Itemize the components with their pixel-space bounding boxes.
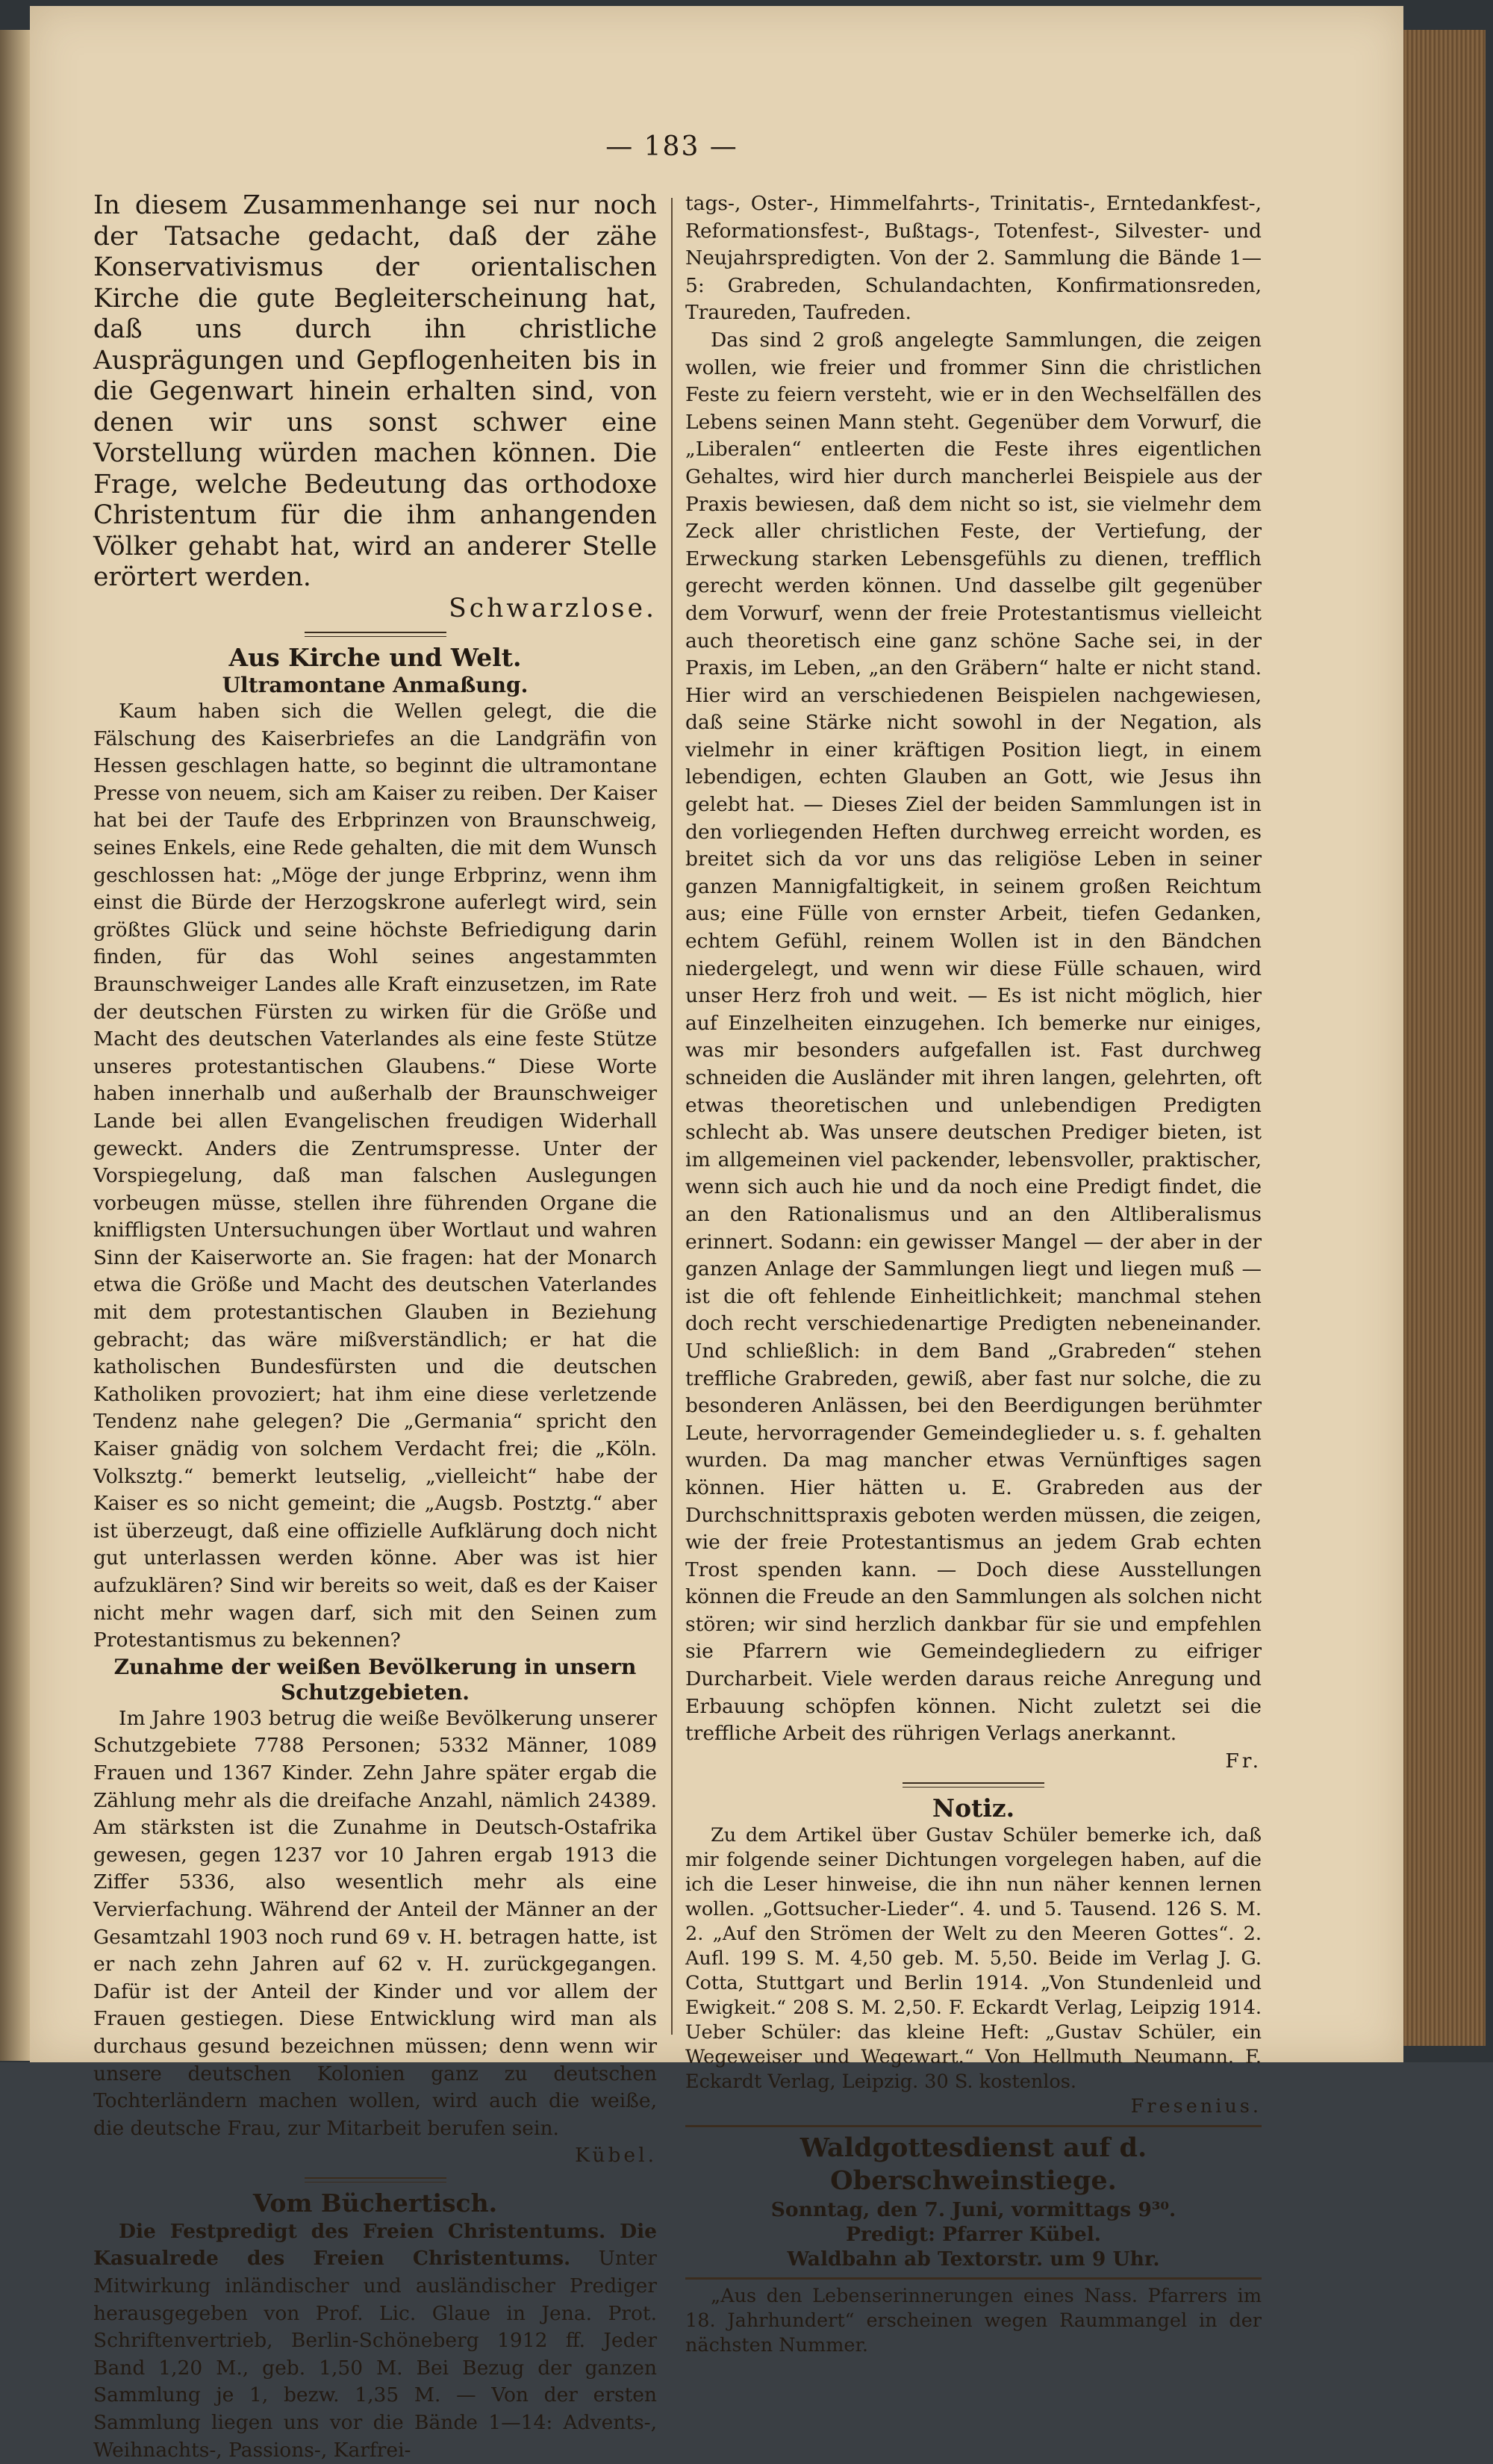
section-title-buechertisch: Vom Büchertisch.	[252, 2188, 498, 2218]
section-title-kirche-welt: Aus Kirche und Welt.	[228, 643, 522, 672]
notiz-paragraph	[685, 1823, 1262, 2119]
notice-preacher: Predigt: Pfarrer Kübel.	[846, 2223, 1101, 2247]
event-notice	[685, 2132, 1262, 2271]
notice-rule-bottom	[685, 2277, 1262, 2280]
page-number: — 183 —	[605, 131, 738, 162]
right-column	[685, 190, 1262, 2358]
article-bevoelkerung	[93, 1705, 657, 2170]
section-rule	[903, 1782, 1044, 1788]
review-signature: Fr.	[1225, 1749, 1262, 1773]
book-titles: Die Festpredigt des Freien Christentums. Die Kasualrede des Freien Christentums.	[93, 2219, 657, 2271]
section-rule	[305, 2177, 446, 2183]
notiz-signature: Fresenius.	[1130, 2095, 1262, 2118]
article-buechertisch	[93, 2218, 657, 2464]
subtitle-ultramontane: Ultramontane Anmaßung.	[222, 673, 529, 697]
section-title-notiz: Notiz.	[932, 1793, 1015, 1823]
section-rule	[305, 632, 446, 637]
intro-paragraph	[93, 190, 657, 624]
article-bevoelkerung-signature: Kübel.	[575, 2144, 657, 2168]
review-paragraph	[685, 327, 1262, 1775]
notiz-text: Zu dem Artikel über Gustav Schüler bemerke ich, daß mir folgende seiner Dichtungen vorgelegen haben, auf die ich die Leser hinweise, die ihn nun näher kennen lernen wollen. „Gottsucher-Lieder“. 4. und 5. Tausend. 126 S. M. 2. „Auf den Strömen der Welt zu den Meeren Gottes“. 2. Aufl. 199 S. M. 4,50 geb. M. 5,50. Beide im Verlag J. G. Cotta, Stuttgart und Berlin 1914. „Von Stundenleid und Ewigkeit.“ 208 S. M. 2,50. F. Eckardt Verlag, Leipzig 1914. Ueber Schüler: das kleine Heft: „Gustav Schüler, ein Wegeweiser und Wegewart.“ Von Hellmuth Neumann. F. Eckardt Verlag, Leipzig. 30 S. kostenlos.	[685, 1824, 1262, 2094]
left-column	[93, 190, 657, 2464]
notice-transport: Waldbahn ab Textorstr. um 9 Uhr.	[787, 2247, 1160, 2271]
left-page-edge	[0, 30, 30, 2061]
subtitle-bevoelkerung: Zunahme der weißen Bevölkerung in unsern Schutzgebieten.	[113, 1654, 637, 1705]
article-bevoelkerung-text: Im Jahre 1903 betrug die weiße Bevölkerung unserer Schutzgebiete 7788 Personen; 5332 Männer, 1089 Frauen und 1367 Kinder. Zehn Jahre später ergab die Zählung mehr als die dreifache Anzahl, nämlich 24389. Am stärksten ist die Zunahme in Deutsch-Ostafrika gewesen, gegen 1237 vor 10 Jahren ergab 1913 die Ziffer 5336, also wesentlich mehr als eine Vervierfachung. Während der Anteil der Männer an der Gesamtzahl 1903 noch rund 69 v. H. betragen hatte, ist er nach zehn Jahren auf 62 v. H. zurückgegangen. Dafür ist der Anteil der Kinder und vor allem der Frauen gestiegen. Diese Entwicklung wird man als durchaus gesund bezeichnen müssen; denn wenn wir unsere deutschen Kolonien ganz zu deutschen Tochterländern machen wollen, wird auch die weiße, die deutsche Frau, zur Mitarbeit berufen sein.	[93, 1706, 657, 2140]
footnote: „Aus den Lebenserinnerungen eines Nass. Pfarrers im 18. Jahrhundert“ erscheinen wegen Raummangel in der nächsten Nummer.	[685, 2285, 1262, 2357]
intro-signature: Schwarzlose.	[449, 593, 657, 623]
notice-rule-top	[685, 2125, 1262, 2127]
book-details: Unter Mitwirkung inländischer und ausländischer Prediger herausgegeben von Prof. Lic. Glaue in Jena. Prot. Schriftenvertrieb, Berlin-Schöneberg 1912 ff. Jeder Band 1,20 M., geb. 1,50 M. Bei Bezug der ganzen Sammlung je 1, bezw. 1,35 M. — Von der ersten Sammlung liegen uns vor die Bände 1—14: Advents-, Weihnachts-, Passions-, Karfrei-	[93, 2247, 657, 2462]
article-ultramontane: Kaum haben sich die Wellen gelegt, die die Fälschung des Kaiserbriefes an die Landgräfin von Hessen geschlagen hatte, so beginnt die ultramontane Presse von neuem, sich am Kaiser zu reiben. Der Kaiser hat bei der Taufe des Erbprinzen von Braunschweig, seines Enkels, eine Rede gehalten, die mit dem Wunsch geschlossen hat: „Möge der junge Erbprinz, wenn ihm einst die Bürde der Herzogskrone auferlegt wird, sein größtes Glück und seine höchste Befriedigung darin finden, für das Wohl seines angestammten Braunschweiger Landes alle Kraft einzusetzen, im Rate der deutschen Fürsten zu wirken für die Größe und Macht des deutschen Vaterlandes als eine feste Stütze unseres protestantischen Glaubens.“ Diese Worte haben innerhalb und außerhalb der Braunschweiger Lande bei allen Evangelischen freudigen Widerhall geweckt. Anders die Zentrumspresse. Unter der Vorspiegelung, daß man falschen Auslegungen vorbeugen müsse, stellen ihre führenden Organe die kniffligsten Untersuchungen über Wortlaut und wahren Sinn der Kaiserworte an. Sie fragen: hat der Monarch etwa die Größe und Macht des deutschen Vaterlandes mit dem protestantischen Glauben in Beziehung gebracht; das wäre mißverständlich; er hat die katholischen Bundesfürsten und die deutschen Katholiken provoziert; hat ihm eine diese verletzende Tendenz nahe gelegen? Die „Germania“ spricht den Kaiser gnädig von solchem Verdacht frei; die „Köln. Volksztg.“ bemerkt leutselig, „vielleicht“ habe der Kaiser es so nicht gemeint; die „Augsb. Postztg.“ aber ist überzeugt, daß eine offizielle Aufklärung doch nicht gut unterlassen werden könne. Aber was ist hier aufzuklären? Sind wir bereits so weit, daß es der Kaiser nicht mehr wagen darf, sich mit den Seinen zum Protestantismus zu bekennen?	[93, 700, 657, 1652]
book-edge	[1403, 30, 1486, 2046]
buechertisch-continuation: tags-, Oster-, Himmelfahrts-, Trinitatis-, Erntedankfest-, Reformationsfest-, Bußtags-, Totenfest-, Silvester- und Neujahrspredigten. Von der 2. Sammlung die Bände 1—5: Grabreden, Schulandachten, Konfirmationsreden, Traureden, Taufreden.	[685, 192, 1262, 325]
column-divider	[671, 198, 673, 2035]
intro-text: In diesem Zusammenhange sei nur noch der Tatsache gedacht, daß der zähe Konservativismus der orientalischen Kirche die gute Begleiterscheinung hat, daß uns durch ihn christliche Ausprägungen und Gepflogenheiten bis in die Gegenwart hinein erhalten sind, von denen wir uns sonst schwer eine Vorstellung würden machen können. Die Frage, welche Bedeutung das orthodoxe Christentum für die ihm anhangenden Völker gehabt hat, wird an anderer Stelle erörtert werden.	[93, 190, 657, 592]
notice-date: Sonntag, den 7. Juni, vormittags 9³⁰.	[770, 2198, 1176, 2222]
notice-title: Waldgottesdienst auf d. Oberschweinstiege.	[800, 2132, 1147, 2197]
review-text: Das sind 2 groß angelegte Sammlungen, die zeigen wollen, wie freier und frommer Sinn die christlichen Feste zu feiern versteht, wie er in den Wechselfällen des Lebens seinen Mann steht. Gegenüber dem Vorwurf, die „Liberalen“ entleerten die Feste ihres eigentlichen Gehaltes, wird hier durch mancherlei Beispiele aus der Praxis bewiesen, daß dem nicht so ist, sie vielmehr dem Zeck aller christlichen Feste, der Vertiefung, der Erweckung starken Lebensgefühls zu dienen, trefflich gerecht werden können. Und dasselbe gilt gegenüber dem Vorwurf, wenn der freie Protestantismus vielleicht auch theoretisch eine ganz schöne Sache sei, in der Praxis, im Leben, „an den Gräbern“ halte er nicht stand. Hier wird an verschiedenen Beispielen nachgewiesen, daß seine Stärke nicht sowohl in der Negation, als vielmehr in einer kräftigen Position liegt, in einem lebendigen, echten Glauben an Gott, wie Jesus ihn gelebt hat. — Dieses Ziel der beiden Sammlungen ist in den vorliegenden Heften durchweg erreicht worden, es breitet sich da vor uns das religiöse Leben in seiner ganzen Mannigfaltigkeit, in seinem großen Reichtum aus; eine Fülle von ernster Arbeit, tiefen Gedanken, echtem Gefühl, reinem Wollen ist in den Bändchen niedergelegt, und wenn wir diese Fülle schauen, wird unser Herz froh und weit. — Es ist nicht möglich, hier auf Einzelheiten einzugehen. Ich bemerke nur einiges, was mir besonders aufgefallen ist. Fast durchweg schneiden die Ausländer mit ihren langen, gelehrten, oft etwas theoretischen und unlebendigen Predigten schlecht ab. Was unsere deutschen Prediger bieten, ist im allgemeinen viel packender, lebensvoller, praktischer, wenn sich auch hie und da noch eine Predigt findet, die an den Rationalismus und an den Altliberalismus erinnert. Sodann: ein gewisser Mangel — der aber in der ganzen Anlage der Sammlungen liegt und liegen muß — ist die oft fehlende Einheitlichkeit; manchmal stehen doch recht verschiedenartige Predigten nebeneinander. Und schließlich: in dem Band „Grabreden“ stehen treffliche Grabreden, gewiß, aber fast nur solche, die zu besonderen Anlässen, bei den Beerdigungen berühmter Leute, hervorragender Gemeindeglieder u. s. f. gehalten wurden. Da mag mancher etwas Vernünftiges sagen können. Hier hätten u. E. Grabreden aus der Durchschnittspraxis geboten werden müssen, die zeigen, wie der freie Protestantismus an jedem Grab echten Trost spenden kann. — Doch diese Ausstellungen können die Freude an den Sammlungen als solchen nicht stören; wir sind herzlich dankbar für sie und empfehlen sie Pfarrern wie Gemeindegliedern zu eifriger Durcharbeit. Viele werden daraus reiche Anregung und Erbauung schöpfen können. Nicht zuletzt sei die treffliche Arbeit des rührigen Verlags anerkannt.	[685, 328, 1262, 1746]
